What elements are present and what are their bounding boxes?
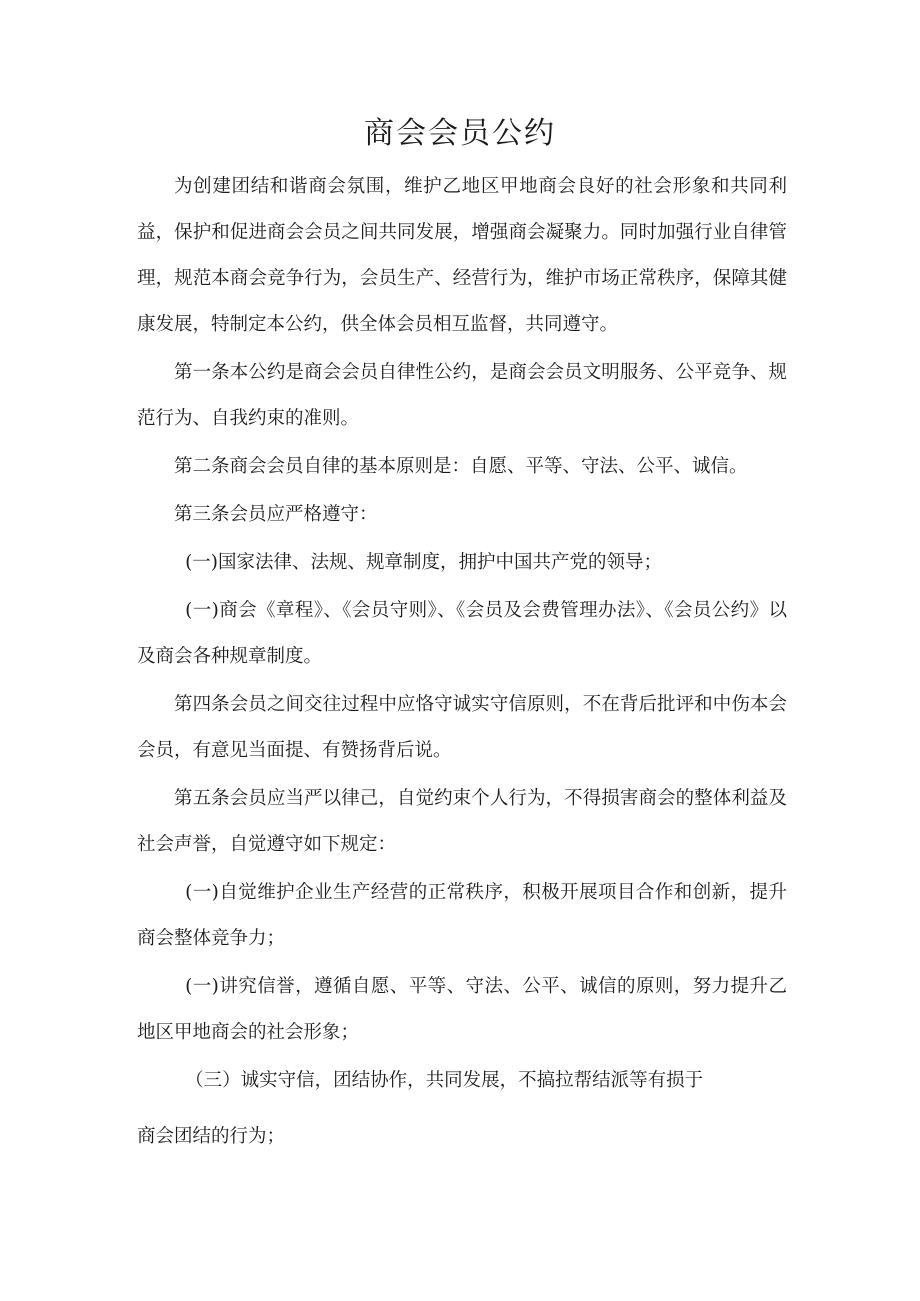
article-5-item-3-continued: 商会团结的行为； [137,1126,286,1147]
article-5-item-3: （三）诚实守信，团结协作，共同发展，不搞拉帮结派等有损于 [185,1070,704,1091]
article-5-paragraph: 第五条会员应当严以律己，自觉约束个人行为，不得损害商会的整体利益及社会声誉，自觉遵守如下规定： [137,788,787,855]
article-3-item-1: (一)国家法律、法规、规章制度，拥护中国共产党的领导； [185,552,663,573]
article-5-item-2: (一)讲究信誉，遵循自愿、平等、守法、公平、诚信的原则，努力提升乙地区甲地商会的社会形象； [137,976,787,1043]
preamble-paragraph: 为创建团结和谐商会氛围，维护乙地区甲地商会良好的社会形象和共同利益，保护和促进商会会员之间共同发展，增强商会凝聚力。同时加强行业自律管理，规范本商会竞争行为，会员生产、经营行为，维护市场正常秩序，保障其健康发展，特制定本公约，供全体会员相互监督，共同遵守。 [137,176,787,335]
article-1-paragraph: 第一条本公约是商会会员自律性公约，是商会会员文明服务、公平竞争、规范行为、自我约束的准则。 [137,362,787,429]
article-4-paragraph: 第四条会员之间交往过程中应恪守诚实守信原则，不在背后批评和中伤本会会员，有意见当面提、有赞扬背后说。 [137,694,787,761]
article-5-item-1: (一)自觉维护企业生产经营的正常秩序，积极开展项目合作和创新，提升商会整体竞争力； [137,882,787,949]
document-title: 商会会员公约 [364,116,556,151]
article-2-paragraph: 第二条商会会员自律的基本原则是：自愿、平等、守法、公平、诚信。 [174,456,748,477]
article-3-paragraph: 第三条会员应严格遵守： [174,504,378,525]
document-body [137,164,787,1162]
article-3-item-2: (一)商会《章程》、《会员守则》、《会员及会费管理办法》、《会员公约》以及商会各种规章制度。 [137,600,787,667]
